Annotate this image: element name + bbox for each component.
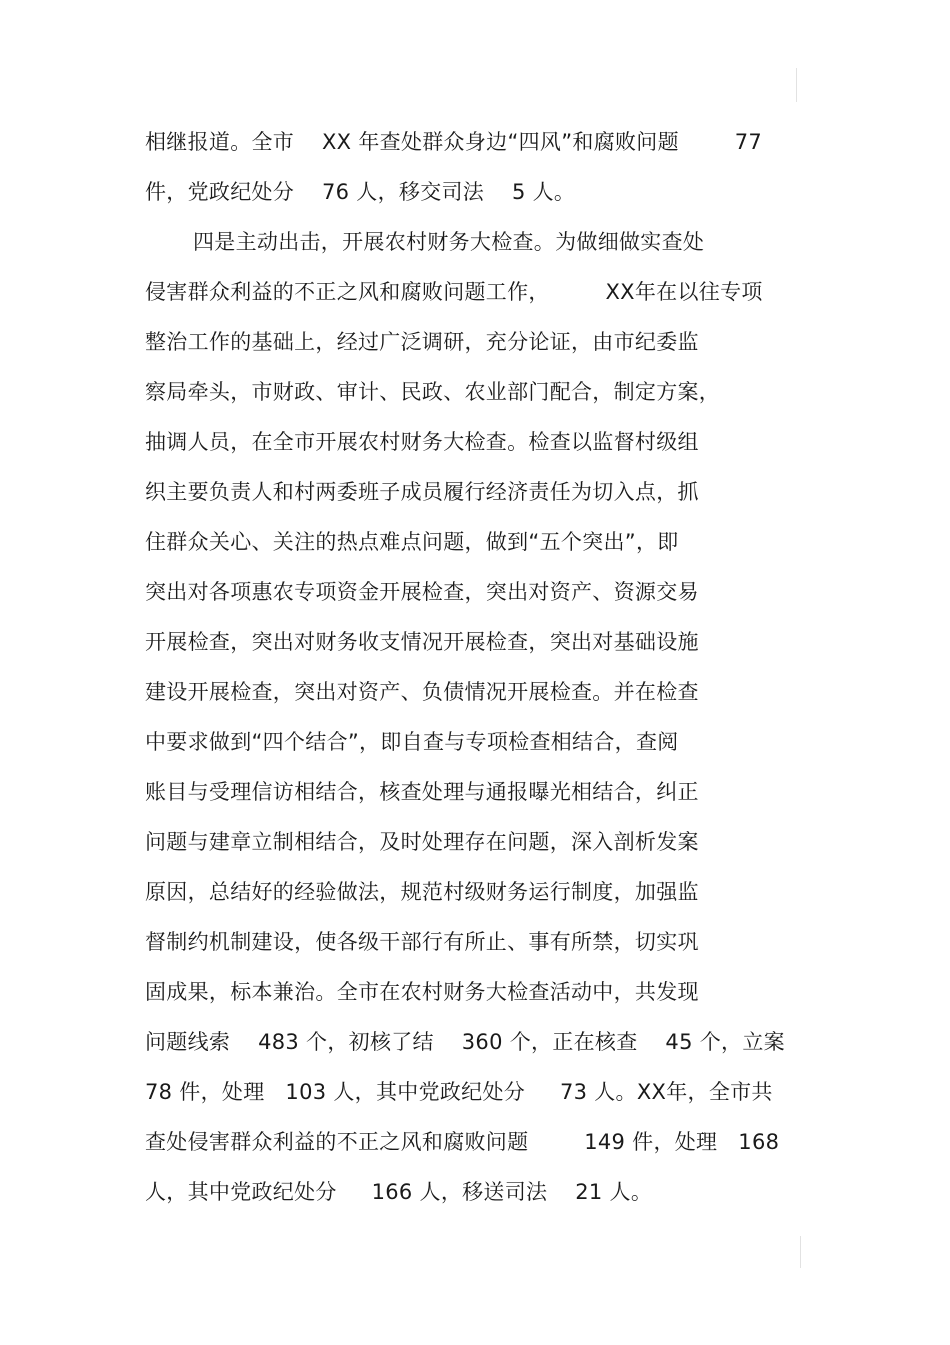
text-line: 中要求做到“四个结合”，即自查与专项检查相结合，查阅 [145, 730, 679, 754]
text-line: 侵害群众利益的不正之风和腐败问题工作， XX年在以往专项 [145, 280, 763, 304]
text-line: 整治工作的基础上，经过广泛调研，充分论证，由市纪委监 [145, 330, 699, 354]
text-line: 织主要负责人和村两委班子成员履行经济责任为切入点，抓 [145, 480, 699, 504]
text-line: 问题线索 483 个，初核了结 360 个，正在核查 45 个，立案 [145, 1030, 785, 1054]
text-line: 突出对各项惠农专项资金开展检查，突出对资产、资源交易 [145, 580, 699, 604]
text-line: 查处侵害群众利益的不正之风和腐败问题 149 件，处理 168 [145, 1130, 780, 1154]
text-line: 察局牵头，市财政、审计、民政、农业部门配合，制定方案， [145, 380, 721, 404]
text-line: 原因，总结好的经验做法，规范村级财务运行制度，加强监 [145, 880, 699, 904]
text-line: 账目与受理信访相结合，核查处理与通报曝光相结合，纠正 [145, 780, 699, 804]
text-line: 相继报道。全市 XX 年查处群众身边“四风”和腐败问题 77 [145, 130, 763, 154]
text-line: 抽调人员，在全市开展农村财务大检查。检查以监督村级组 [145, 430, 699, 454]
text-line: 督制约机制建设，使各级干部行有所止、事有所禁，切实巩 [145, 930, 699, 954]
text-line: 固成果，标本兼治。全市在农村财务大检查活动中，共发现 [145, 980, 699, 1004]
bottom-margin-mark [800, 1236, 801, 1268]
body-text [145, 117, 825, 1217]
text-line: 人，其中党政纪处分 166 人，移送司法 21 人。 [145, 1180, 653, 1204]
top-margin-mark [796, 68, 797, 102]
text-line: 建设开展检查，突出对资产、负债情况开展检查。并在检查 [145, 680, 699, 704]
text-line: 78 件，处理 103 人，其中党政纪处分 73 人。XX年，全市共 [145, 1080, 773, 1104]
paragraph-start-line: 四是主动出击，开展农村财务大检查。为做细做实查处 [193, 230, 705, 254]
text-line: 件，党政纪处分 76 人，移交司法 5 人。 [145, 180, 576, 204]
text-line: 开展检查，突出对财务收支情况开展检查，突出对基础设施 [145, 630, 699, 654]
text-line: 问题与建章立制相结合，及时处理存在问题，深入剖析发案 [145, 830, 699, 854]
text-line: 住群众关心、关注的热点难点问题，做到“五个突出”，即 [145, 530, 679, 554]
